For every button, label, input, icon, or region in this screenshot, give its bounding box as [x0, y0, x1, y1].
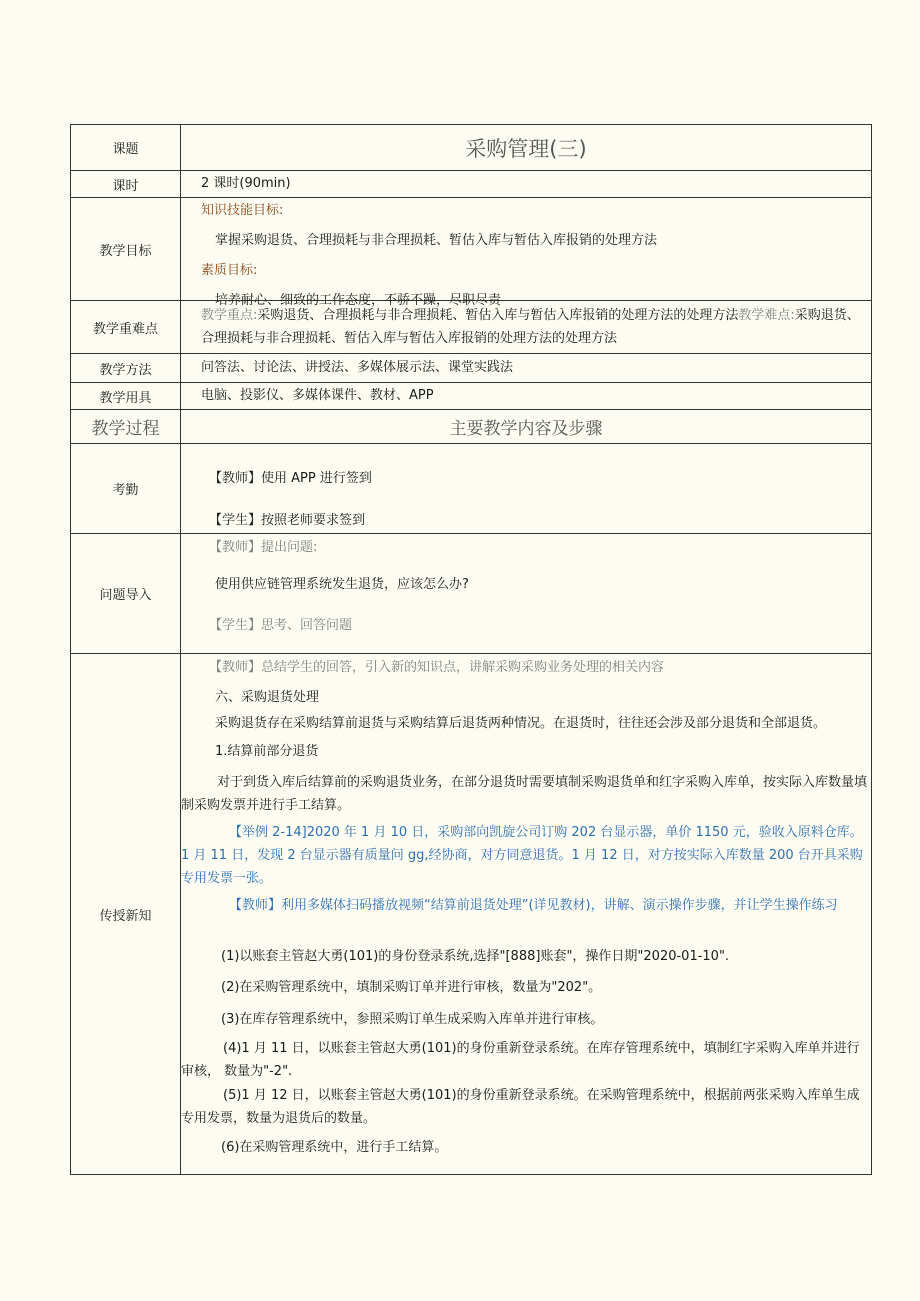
- teaching-line-1: 【教师】总结学生的回答，引入新的知识点，讲解采购采购业务处理的相关内容: [209, 660, 665, 675]
- key-points-label: 教学重难点: [71, 301, 181, 353]
- row-attendance: [71, 444, 871, 534]
- tools-value: 电脑、投影仪、多媒体课件、教材、APP: [201, 388, 434, 403]
- example-2-14: 【举例 2-14]2020 年 1 月 10 日，采购部向凯旋公司订购 202 台显示器，单价 1150 元，验收入原料仓库。1 月 11 日，发现 2 台显示器有质量问 gg,经协商，对方同意退货。1 月 12 日，对方按实际入库数量 200 台开具采购专用发票一张。: [181, 825, 863, 886]
- step-5: (5)1 月 12 日，以账套主管赵大勇(101)的身份重新登录系统。在采购管理系统中，根据前两张采购入库单生成专用发票，数量为退货后的数量。: [181, 1088, 860, 1126]
- teaching-line-2: 六、采购退货处理: [215, 690, 320, 705]
- row-methods: [71, 354, 871, 383]
- intro-question: 使用供应链管理系统发生退货，应该怎么办?: [215, 577, 469, 592]
- intro-label: 问题导入: [71, 534, 181, 653]
- quality-goal-label: 素质目标:: [201, 263, 258, 278]
- intro-teacher: 【教师】提出问题:: [209, 540, 318, 555]
- step-3: (3)在库存管理系统中，参照采购订单生成采购入库单并进行审核。: [221, 1012, 604, 1027]
- intro-student: 【学生】思考、回答问题: [209, 618, 353, 633]
- row-hours: [71, 171, 871, 198]
- topic-title: 采购管理(三): [465, 136, 587, 161]
- topic-label: 课题: [71, 125, 181, 170]
- knowledge-goal-label: 知识技能目标:: [201, 203, 284, 218]
- row-topic: [71, 125, 871, 171]
- step-6: (6)在采购管理系统中，进行手工结算。: [221, 1140, 448, 1155]
- attendance-label: 考勤: [71, 444, 181, 533]
- lesson-plan-table: [70, 124, 872, 1175]
- attendance-teacher: 【教师】使用 APP 进行签到: [209, 471, 372, 486]
- teaching-video-note: 【教师】利用多媒体扫码播放视频“结算前退货处理”(详见教材)，讲解、演示操作步骤，并让学生操作练习: [229, 898, 838, 913]
- tools-label: 教学用具: [71, 383, 181, 409]
- difficulty-text: 采购退货、合理损耗与非合理损耗、暂估入库与暂估入库报销的处理方法的处理方法: [201, 308, 860, 346]
- row-key-points: [71, 301, 871, 354]
- teaching-label: 传授新知: [71, 654, 181, 1174]
- step-1: (1)以账套主管赵大勇(101)的身份登录系统,选择"[888]账套"，操作日期"2020-01-10".: [221, 949, 730, 964]
- methods-label: 教学方法: [71, 354, 181, 382]
- row-teaching: [71, 654, 871, 1174]
- process-header-right: 主要教学内容及步骤: [449, 419, 603, 439]
- hours-label: 课时: [71, 171, 181, 197]
- key-points-text: [201, 304, 867, 350]
- goals-label: 教学目标: [71, 198, 181, 300]
- teaching-line-4: 1.结算前部分退货: [215, 744, 319, 759]
- row-tools: [71, 383, 871, 410]
- step-4: (4)1 月 11 日，以账套主管赵大勇(101)的身份重新登录系统。在库存管理系统中，填制红字采购入库单并进行审核， 数量为"-2".: [181, 1041, 860, 1079]
- row-intro: [71, 534, 871, 654]
- attendance-student: 【学生】按照老师要求签到: [209, 513, 366, 528]
- hours-value: 2 课时(90min): [201, 176, 291, 191]
- quality-goal-text: 培养耐心、细致的工作态度，不骄不躁，尽职尽责: [215, 293, 502, 308]
- row-process-header: [71, 410, 871, 444]
- teaching-line-5: 对于到货入库后结算前的采购退货业务，在部分退货时需要填制采购退货单和红字采购入库单，按实际入库数量填制采购发票并进行手工结算。: [181, 775, 868, 813]
- step-2: (2)在采购管理系统中，填制采购订单并进行审核，数量为"202"。: [221, 980, 602, 995]
- knowledge-goal-text: 掌握采购退货、合理损耗与非合理损耗、暂估入库与暂估入库报销的处理方法: [215, 233, 658, 248]
- teaching-line-3: 采购退货存在采购结算前退货与采购结算后退货两种情况。在退货时，往往还会涉及部分退货和全部退货。: [215, 716, 827, 731]
- key-text: 采购退货、合理损耗与非合理损耗、暂估入库与暂估入库报销的处理方法的处理方法: [257, 308, 739, 323]
- process-header-left: 教学过程: [71, 410, 181, 443]
- methods-value: 问答法、讨论法、讲授法、多媒体展示法、课堂实践法: [201, 360, 514, 375]
- row-goals: [71, 198, 871, 308]
- key-label: 教学重点:: [201, 308, 258, 323]
- difficulty-label: 教学难点:: [738, 308, 795, 323]
